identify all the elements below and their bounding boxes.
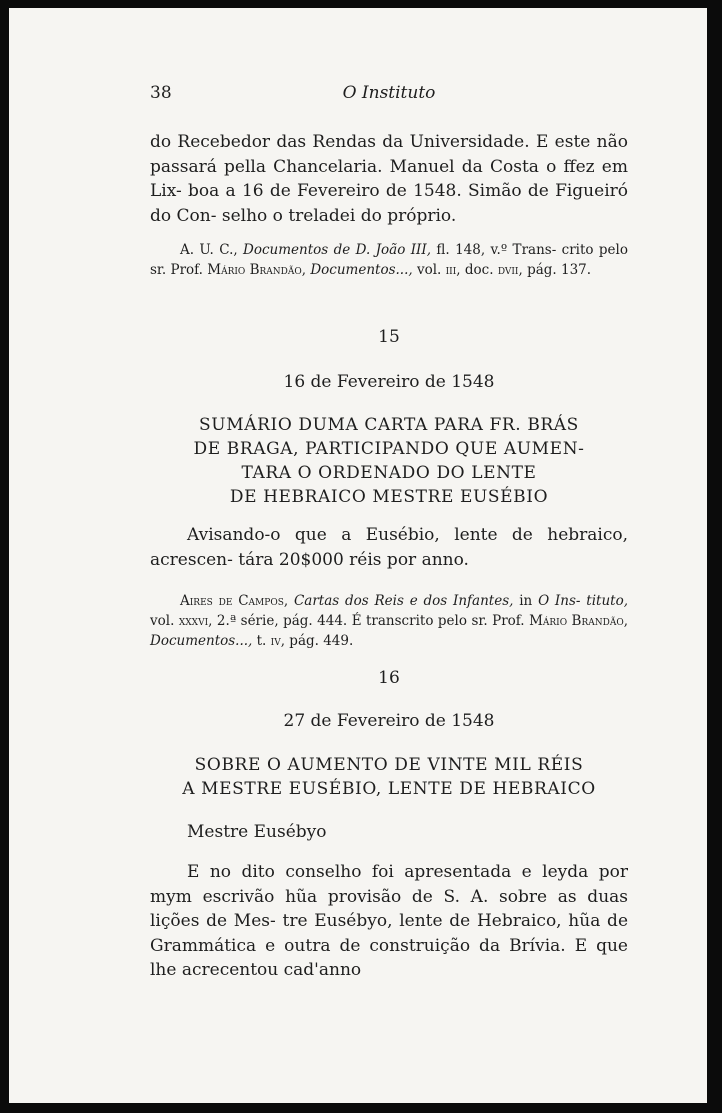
document-number: 16 [378, 668, 400, 688]
running-title: O Instituto [342, 83, 436, 103]
title-line: A MESTRE EUSÉBIO, LENTE DE HEBRAICO [182, 779, 596, 799]
text-line: do Recebedor das Rendas da Universidade. E este não [150, 132, 628, 152]
continuation-text [150, 130, 628, 228]
document-date: 27 de Fevereiro de 1548 [283, 711, 495, 731]
source-note: A. U. C., Documentos de D. João III, fl. 148, v.º Trans- crito pelo sr. Prof. Mário Brandão, Documentos..., vol. iii, doc. dvii, pág. 137. [150, 242, 628, 278]
text-line: tára 20$000 réis por anno. [238, 549, 469, 570]
page-header [150, 83, 628, 105]
title-line: DE HEBRAICO MESTRE EUSÉBIO [229, 487, 549, 507]
text-line: Avisando-o que a Eusébio, lente de hebraico, acrescen- [150, 525, 628, 570]
document-date: 16 de Fevereiro de 1548 [283, 372, 495, 392]
salutation: Mestre Eusébyo [187, 822, 327, 842]
text-line: selho o treladei do próprio. [221, 205, 457, 226]
text-line: passará pella Chancelaria. Manuel da Costa o ffez em Lix- [150, 156, 628, 201]
text-line: de construição da Brívia. E que lhe acrecentou cad'anno [150, 935, 628, 980]
source-note: Aires de Campos, Cartas dos Reis e dos Infantes, in O Ins- tituto, vol. xxxvi, 2.ª série, pág. 444. É transcrito pelo sr. Prof. Mário Brandão, Documentos..., t. iv, pág. 449. [150, 593, 629, 649]
document-text [150, 860, 628, 983]
document-number: 15 [378, 327, 400, 347]
title-line: SOBRE O AUMENTO DE VINTE MIL RÉIS [194, 755, 584, 775]
title-line: DE BRAGA, PARTICIPANDO QUE AUMEN- [193, 439, 585, 459]
document-text [150, 523, 628, 572]
page-number: 38 [150, 83, 172, 103]
text-line: E no dito conselho foi apresentada e leyda por mym [150, 862, 628, 907]
title-line: SUMÁRIO DUMA CARTA PARA FR. BRÁS [199, 415, 579, 435]
text-line: boa a 16 de Fevereiro de 1548. Simão de Figueiró do Con- [150, 181, 628, 226]
document-title [150, 753, 628, 801]
document-title [150, 413, 628, 509]
text-line: escrivão hũa provisão de S. A. sobre as duas lições de Mes- [150, 886, 628, 931]
text-line: tre Eusébyo, lente de Hebraico, hũa de Grammática e outra [150, 911, 629, 956]
title-line: TARA O ORDENADO DO LENTE [241, 463, 537, 483]
